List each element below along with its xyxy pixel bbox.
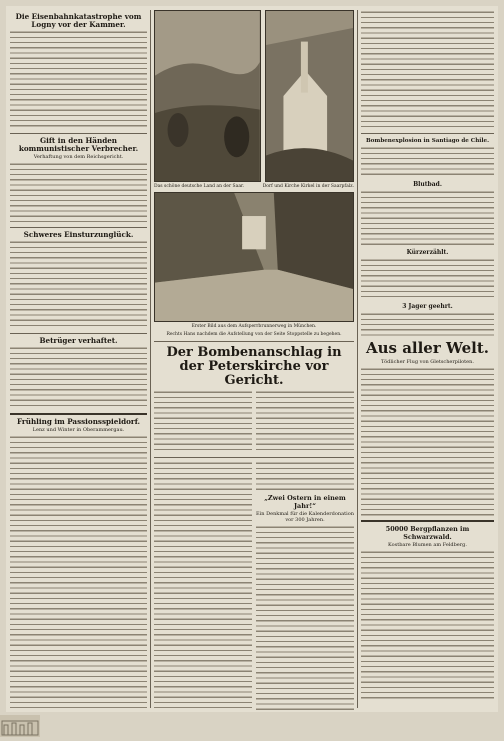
article-text (10, 162, 147, 224)
headline-betrueger: Betrüger verhaftet. (39, 336, 118, 345)
article-text (361, 190, 494, 246)
article-text (256, 525, 354, 712)
article-text (10, 346, 147, 410)
headline-einsturz: Schweres Einsturzunglück. (23, 230, 134, 239)
article-text (10, 240, 147, 330)
subheadline-ostern: Ein Denkmal für die Kalenderdonation vor 300 Jahren. (256, 511, 354, 523)
article-text (361, 367, 494, 517)
article-text (154, 390, 252, 454)
subheadline-fruehling: Lenz und Winter in Oberammergau. (32, 427, 125, 433)
article-text (154, 461, 252, 712)
subheadline-aus-aller-welt: Tödlicher Flug von Gletscherpiloten. (381, 359, 474, 365)
article-text (361, 10, 494, 130)
headline-bergpflanzen: 50000 Bergpflanzen im Schwarzwald. (385, 525, 470, 541)
photo-caption-mid-sub: Rechts Hans nachdem die Aufstellung von der Seite Stoppstelle zu begehen. (166, 332, 342, 337)
article-text (361, 312, 494, 336)
archive-stamp (0, 715, 40, 737)
article-text (10, 30, 147, 130)
photo-saar-landscape (154, 10, 261, 182)
column-right (361, 10, 494, 700)
headline-bombenanschlag: Der Bombenanschlag in der Peterskirche vor Gericht. (166, 345, 342, 388)
newspaper-page (6, 6, 498, 712)
column-rule (357, 10, 358, 708)
photo-caption-left: Das schöne deutsche Land an der Saar. (154, 184, 245, 189)
headline-jaeger: 3 Jager geehrt. (402, 303, 453, 310)
photo-caption-mid: Erster Bild aus dem Aufsperrbrunnerweg in München. (191, 324, 317, 329)
article-text (256, 461, 354, 491)
column-left (10, 10, 147, 712)
subheadline-gift: Verhaftung von dem Reichsgericht. (33, 154, 124, 160)
column-middle (154, 10, 354, 712)
article-text (10, 435, 147, 712)
article-text (256, 390, 354, 454)
headline-santiago: Bombenexplosion in Santiago de Chile. (365, 138, 490, 144)
headline-gift: Gift in den Händen kommunistischer Verbrecher. (18, 136, 139, 153)
headline-eisenbahn: Die Eisenbahnkatastrophe vom Logny vor der Kammer. (15, 12, 142, 29)
headline-fruehling: Frühling im Passionsspieldorf. (16, 417, 141, 426)
photo-kirkel-village (265, 10, 354, 182)
subheadline-bergpflanzen: Kostbare Blumen am Feldberg. (388, 542, 467, 548)
headline-kurz: Kürzerzählt. (406, 249, 449, 256)
column-rule (150, 10, 151, 708)
photo-caption-right: Dorf und Kirche Kirkel in der Saarpfalz. (262, 184, 354, 189)
photo-street-scene (154, 192, 354, 322)
article-text (361, 258, 494, 300)
article-text (361, 146, 494, 178)
headline-blutbad: Blutbad. (413, 181, 442, 188)
headline-ostern: „Zwei Ostern in einem Jahr!“ (264, 494, 346, 510)
article-text (361, 550, 494, 700)
headline-aus-aller-welt: Aus aller Welt. (365, 339, 489, 357)
